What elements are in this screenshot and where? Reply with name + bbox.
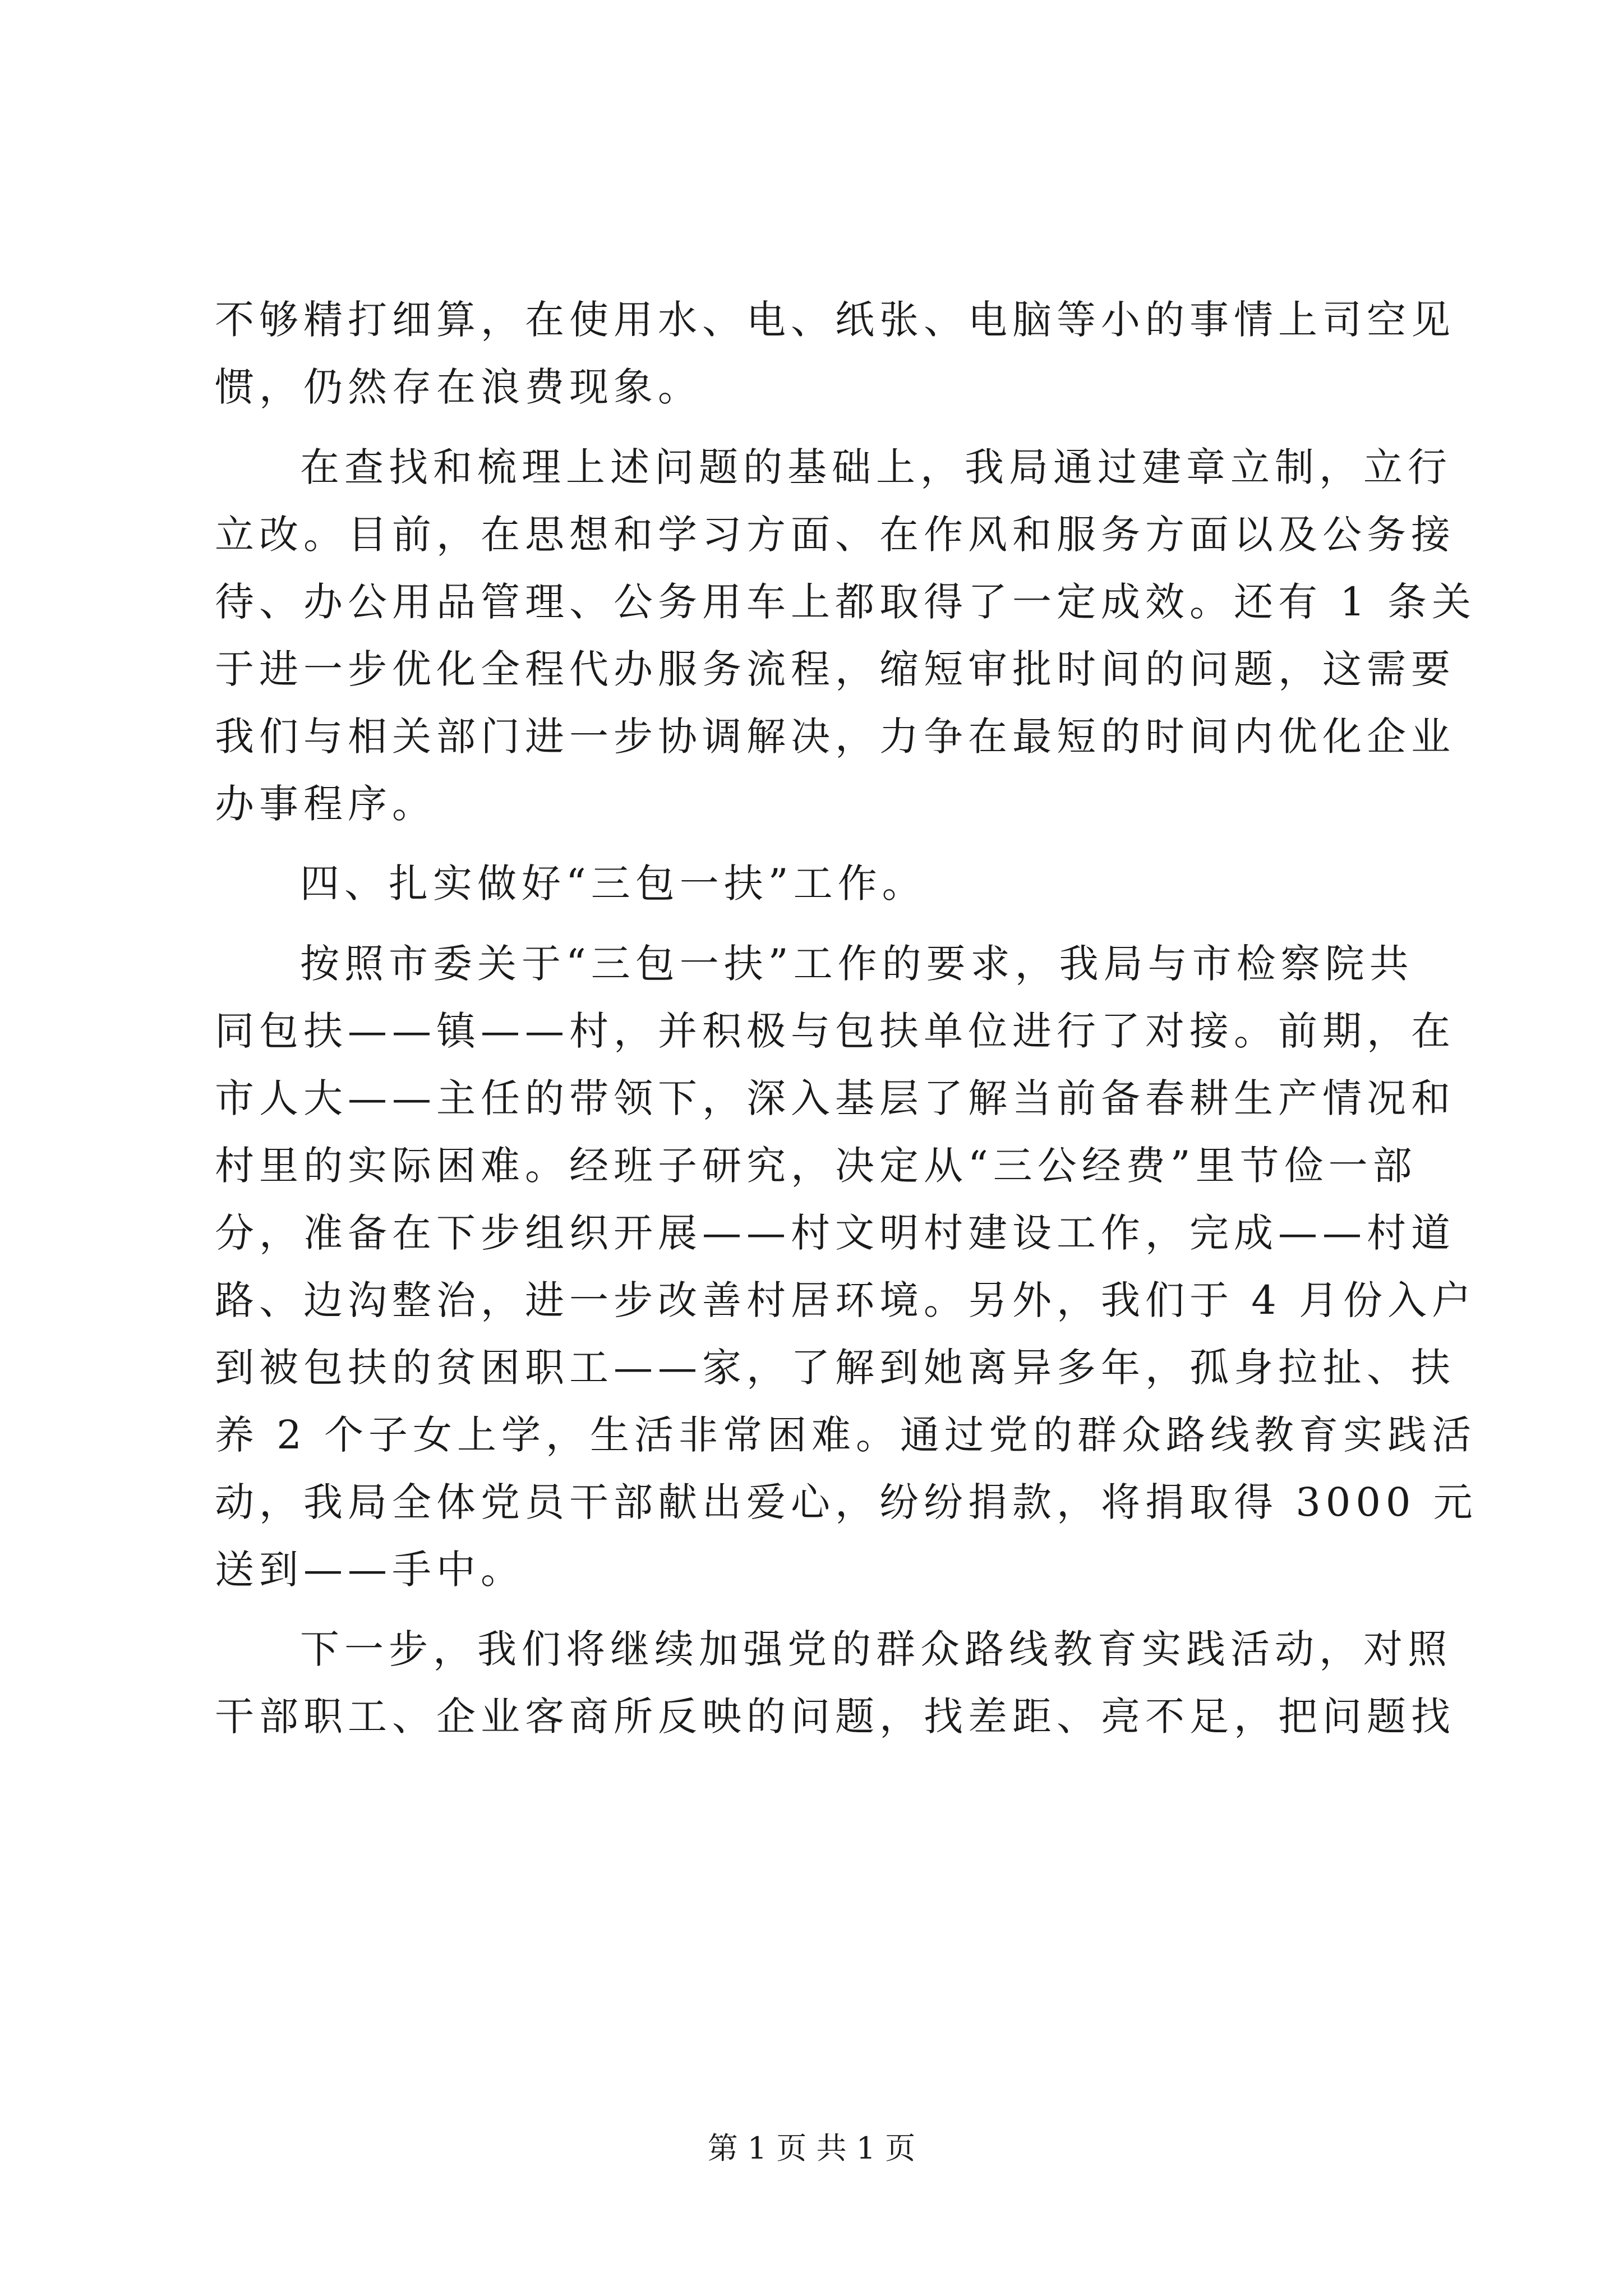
text-line: 于进一步优化全程代办服务流程，缩短审批时间的问题，这需要 [215,646,1455,692]
text-line: 办事程序。 [215,781,436,827]
paragraph-first-line: 下一步，我们将继续加强党的群众路线教育实践活动，对照 [300,1626,1452,1672]
text-line: 不够精打细算，在使用水、电、纸张、电脑等小的事情上司空见 [215,297,1455,343]
text-line: 村里的实际困难。经班子研究，决定从“三公经费”里节俭一部 [215,1143,1417,1189]
text-line: 分，准备在下步组织开展——村文明村建设工作，完成——村道 [215,1210,1455,1256]
paragraph-first-line: 在查找和梳理上述问题的基础上，我局通过建章立制，立行 [300,444,1452,490]
text-line: 到被包扶的贫困职工——家，了解到她离异多年，孤身拉扯、扶 [215,1345,1455,1391]
text-line: 路、边沟整治，进一步改善村居环境。另外，我们于 4 月份入户 [215,1277,1477,1323]
text-line: 送到——手中。 [215,1547,525,1593]
text-line: 惯，仍然存在浪费现象。 [215,364,702,410]
paragraph-first-line: 按照市委关于“三包一扶”工作的要求，我局与市检察院共 [300,941,1414,987]
text-line: 市人大——主任的带领下，深入基层了解当前备春耕生产情况和 [215,1075,1455,1121]
text-line: 动，我局全体党员干部献出爱心，纷纷捐款，将捐取得 3000 元 [215,1479,1478,1525]
text-line: 干部职工、企业客商所反映的问题，找差距、亮不足，把问题找 [215,1694,1455,1740]
text-line: 待、办公用品管理、公务用车上都取得了一定成效。还有 1 条关 [215,579,1477,625]
text-line: 养 2 个子女上学，生活非常困难。通过党的群众路线教育实践活 [215,1412,1477,1458]
text-line: 立改。目前，在思想和学习方面、在作风和服务方面以及公务接 [215,512,1455,558]
page-number-footer: 第 1 页 共 1 页 [707,2131,916,2166]
section-heading: 四、扎实做好“三包一扶”工作。 [300,861,926,907]
text-line: 我们与相关部门进一步协调解决，力争在最短的时间内优化企业 [215,714,1455,760]
text-line: 同包扶——镇——村，并积极与包扶单位进行了对接。前期，在 [215,1008,1455,1054]
